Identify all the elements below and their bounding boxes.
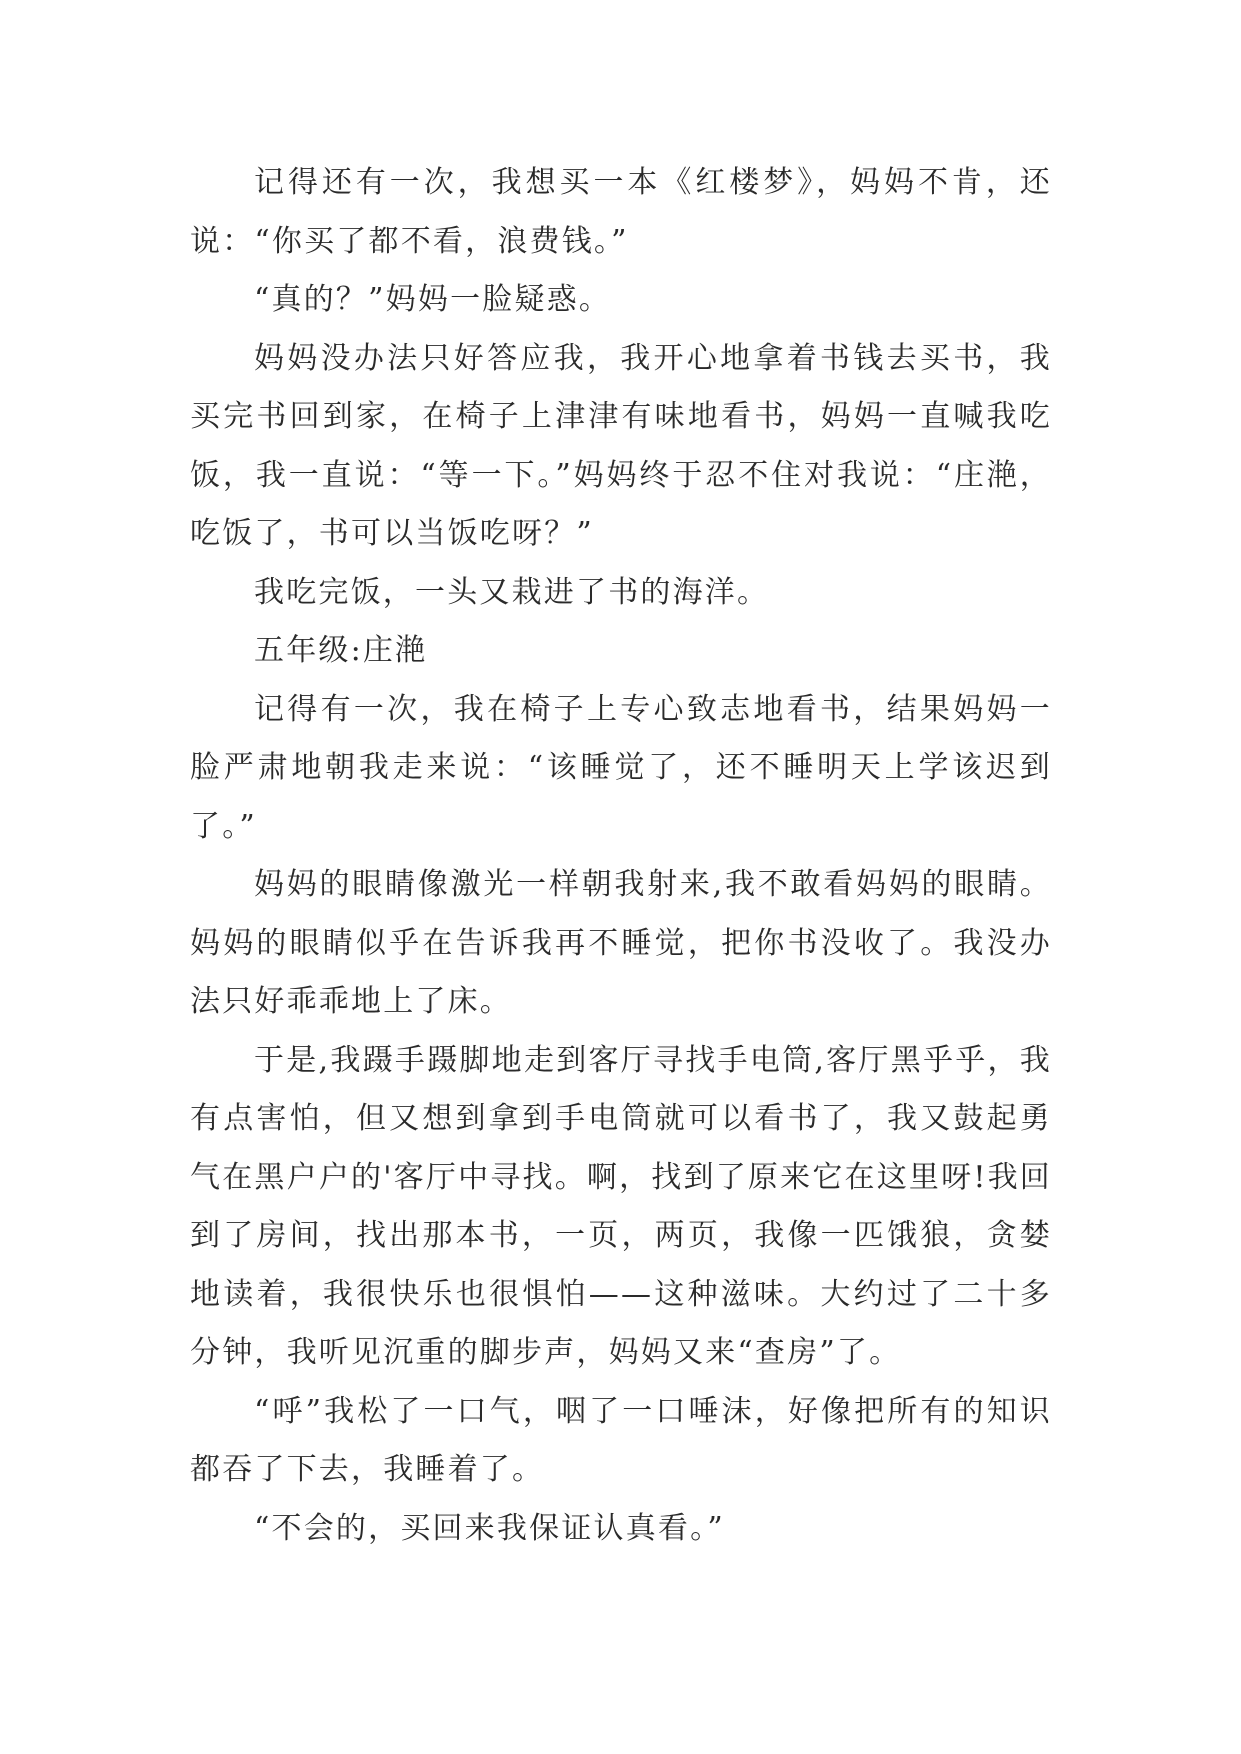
- paragraph: 记得有一次，我在椅子上专心致志地看书，结果妈妈一脸严肃地朝我走来说：“该睡觉了，还不睡明天上学该迟到了。”: [190, 691, 1052, 844]
- paragraph: 五年级:庄滟: [254, 633, 428, 668]
- paragraph: 我吃完饭，一头又栽进了书的海洋。: [254, 574, 770, 610]
- paragraph: “真的？”妈妈一脸疑惑。: [254, 282, 612, 317]
- paragraph: 记得还有一次，我想买一本《红楼梦》，妈妈不肯，还说：“你买了都不看，浪费钱。”: [190, 165, 1052, 259]
- document-body: [190, 154, 1052, 1558]
- paragraph: 妈妈的眼睛像激光一样朝我射来,我不敢看妈妈的眼睛。妈妈的眼睛似乎在告诉我再不睡觉，把你书没收了。我没办法只好乖乖地上了床。: [190, 867, 1052, 1019]
- paragraph: 妈妈没办法只好答应我，我开心地拿着书钱去买书，我买完书回到家，在椅子上津津有味地看书，妈妈一直喊我吃饭，我一直说：“等一下。”妈妈终于忍不住对我说：“庄滟，吃饭了，书可以当饭吃呀？”: [190, 340, 1052, 551]
- paragraph: “呼”我松了一口气，咽了一口唾沫，好像把所有的知识都吞了下去，我睡着了。: [190, 1393, 1052, 1487]
- paragraph: “不会的，买回来我保证认真看。”: [254, 1510, 725, 1546]
- paragraph: 于是,我蹑手蹑脚地走到客厅寻找手电筒,客厅黑乎乎，我有点害怕，但又想到拿到手电筒就可以看书了，我又鼓起勇气在黑户户的'客厅中寻找。啊，找到了原来它在这里呀!我回到了房间，找出那本书，一页，两页，我像一匹饿狼，贪婪地读着，我很快乐也很惧怕——这种滋味。大约过了二十多分钟，我听见沉重的脚步声，妈妈又来“查房”了。: [190, 1042, 1052, 1370]
